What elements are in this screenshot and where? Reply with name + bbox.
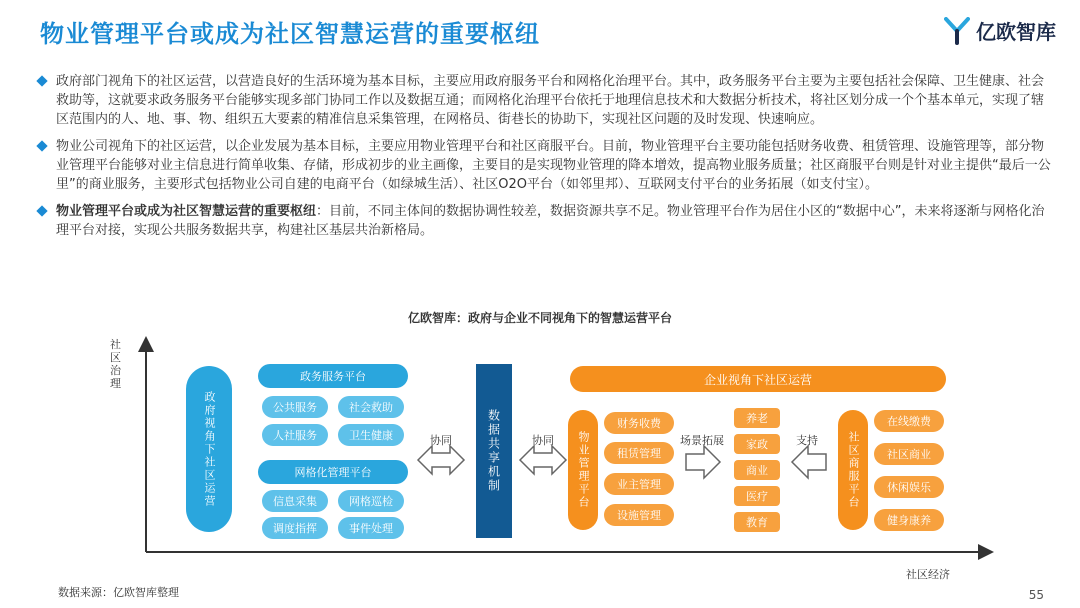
- data-sharing-mechanism: 数据共享机制: [476, 364, 512, 538]
- commerce-item: 休闲娱乐: [874, 476, 944, 498]
- double-arrow-icon-left: [418, 446, 464, 474]
- grid-item: 信息采集: [262, 490, 328, 512]
- scene-item: 教育: [734, 512, 780, 532]
- bullet-text: ：目前，不同主体间的数据协调性较差，数据资源共享不足。物业管理平台作为居住小区的“数据中心”，未来将逐渐与网格化治理平台对接，实现公共服务数据共享，构建社区基层共治新格局。: [56, 204, 1045, 238]
- support-label: 支持: [796, 434, 818, 447]
- gov-service-item: 人社服务: [262, 424, 328, 446]
- scene-item: 家政: [734, 434, 780, 454]
- enterprise-perspective-label: 企业视角下社区运营: [570, 366, 946, 392]
- property-item: 设施管理: [604, 504, 674, 526]
- diagram-title: 亿欧智库：政府与企业不同视角下的智慧运营平台: [407, 311, 672, 325]
- gov-service-item: 社会救助: [338, 396, 404, 418]
- gov-perspective-label: 政府视角下社区运营: [186, 366, 232, 532]
- page-number: 55: [1028, 588, 1044, 602]
- left-arrow-icon: [792, 446, 826, 478]
- property-item: 租赁管理: [604, 442, 674, 464]
- commerce-item: 在线缴费: [874, 410, 944, 432]
- bullet-text: 政府部门视角下的社区运营，以营造良好的生活环境为基本目标，主要应用政府服务平台和网格化治理平台。其中，政务服务平台主要为主要包括社会保障、卫生健康、社会救助等，这就要求政务服务平台能够实现多部门协同工作以及数据互通；而网格化治理平台依托于地理信息技术和大数据分析技术，将社区划分成一个个基本单元，实现了辖区范围内的人、地、事、物、组织五大要素的精准信息采集管理，在网格员、街巷长的协助下，实现社区问题的及时发现、快速响应。: [56, 74, 1045, 127]
- commerce-item: 健身康养: [874, 509, 944, 531]
- scene-expansion-label: 场景拓展: [680, 434, 724, 447]
- community-commerce-platform: 社区商服平台: [838, 410, 868, 530]
- grid-item: 调度指挥: [262, 517, 328, 539]
- double-arrow-icon-right: [520, 446, 566, 474]
- grid-management-platform: 网格化管理平台: [258, 460, 408, 484]
- gov-service-item: 公共服务: [262, 396, 328, 418]
- collaboration-label-right: 协同: [532, 434, 554, 447]
- property-item: 财务收费: [604, 412, 674, 434]
- scene-item: 医疗: [734, 486, 780, 506]
- y-axis-label: 社区治理: [110, 338, 121, 390]
- page-title: 物业管理平台或成为社区智慧运营的重要枢纽: [40, 20, 540, 48]
- scene-item: 养老: [734, 408, 780, 428]
- property-item: 业主管理: [604, 473, 674, 495]
- gov-service-item: 卫生健康: [338, 424, 404, 446]
- property-management-platform: 物业管理平台: [568, 410, 598, 530]
- x-axis-label: 社区经济: [906, 568, 950, 581]
- commerce-item: 社区商业: [874, 443, 944, 465]
- collaboration-label-left: 协同: [430, 434, 452, 447]
- grid-item: 网格巡检: [338, 490, 404, 512]
- gov-service-platform: 政务服务平台: [258, 364, 408, 388]
- bullet-bold-text: 物业管理平台或成为社区智慧运营的重要枢纽: [56, 204, 317, 219]
- grid-item: 事件处理: [338, 517, 404, 539]
- data-source: 数据来源：亿欧智库整理: [58, 586, 179, 599]
- logo-text: 亿欧智库: [976, 20, 1056, 44]
- bullet-text: 物业公司视角下的社区运营，以企业发展为基本目标，主要应用物业管理平台和社区商服平台。目前，物业管理平台主要功能包括财务收费、租赁管理、设施管理等，部分物业管理平台能够对业主信息进行简单收集、存储，形成初步的业主画像，主要目的是实现物业管理的降本增效，提高物业服务质量；社区商服平台则是针对业主提供“最后一公里”的商业服务，主要形式包括物业公司自建的电商平台（如绿城生活）、社区O2O平台（如邻里邦）、互联网支付平台的业务拓展（如支付宝）。: [56, 139, 1051, 192]
- scene-item: 商业: [734, 460, 780, 480]
- right-arrow-icon: [686, 446, 720, 478]
